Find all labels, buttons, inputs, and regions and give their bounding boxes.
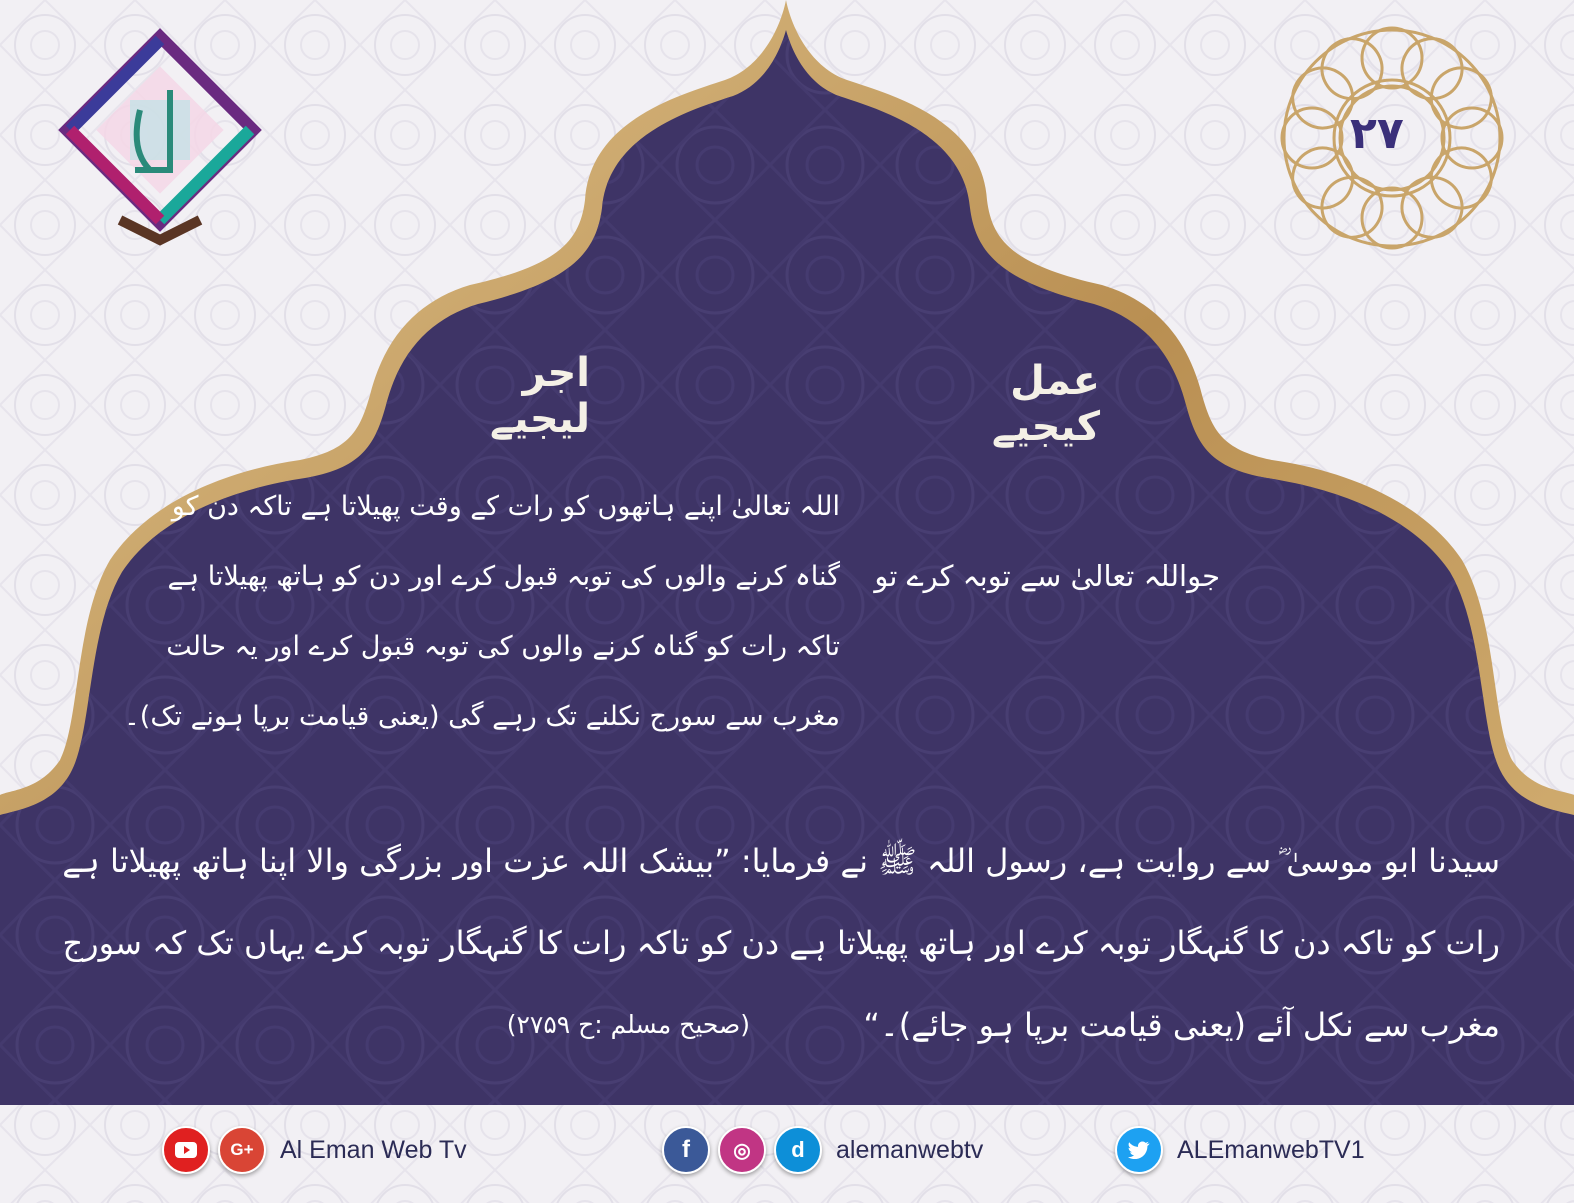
twitter-handle[interactable]: ALEmanwebTV1 [1177,1135,1365,1164]
ajr-line-2: گناہ کرنے والوں کی توبہ قبول کرے اور دن کو ہاتھ پھیلاتا ہے [167,561,840,592]
web-handle[interactable]: alemanwebtv [836,1135,984,1164]
hadith-line-1: سیدنا ابو موسیٰ ؓ سے روایت ہے، رسول اللہ ﷺ نے فرمایا: ”بیشک اللہ عزت اور بزرگی والا اپنا ہاتھ پھیلاتا ہے [62,842,1500,880]
footer-twitter [1115,1125,1365,1175]
footer-channel [162,1125,467,1175]
facebook-icon[interactable]: f [662,1126,710,1174]
hadith-reference: (صحیح مسلم :ح ۲۷۵۹) [506,1010,750,1039]
amal-text: جواللہ تعالیٰ سے توبہ کرے تو [874,559,1220,593]
dailymotion-icon[interactable]: d [774,1126,822,1174]
badge-number: ۲۷ [1350,108,1404,159]
ajr-line-3: تاکہ رات کو گناہ کرنے والوں کی توبہ قبول کرے اور یہ حالت [166,631,840,662]
youtube-icon[interactable] [162,1126,210,1174]
ajr-line-1: اللہ تعالیٰ اپنے ہاتھوں کو رات کے وقت پھیلاتا ہے تاکہ دن کو [171,491,840,522]
instagram-icon[interactable]: ◎ [718,1126,766,1174]
heading-ajr: اجر لیجیے [490,350,590,442]
ajr-line-4: مغرب سے سورج نکلنے تک رہے گی (یعنی قیامت برپا ہونے تک)۔ [123,701,840,732]
hadith-line-2: رات کو تاکہ دن کا گنہگار توبہ کرے اور ہاتھ پھیلاتا ہے دن کو تاکہ رات کا گنہگار توبہ کرے یہاں تک کہ سورج [62,924,1500,962]
channel-name[interactable]: Al Eman Web Tv [280,1135,467,1164]
hadith-line-3: مغرب سے نکل آئے (یعنی قیامت برپا ہو جائے)۔“ [863,1006,1500,1044]
heading-amal: عمل کیجیے [991,358,1100,450]
footer-web [662,1125,983,1175]
gplus-icon[interactable]: G+ [218,1126,266,1174]
twitter-icon[interactable] [1115,1126,1163,1174]
